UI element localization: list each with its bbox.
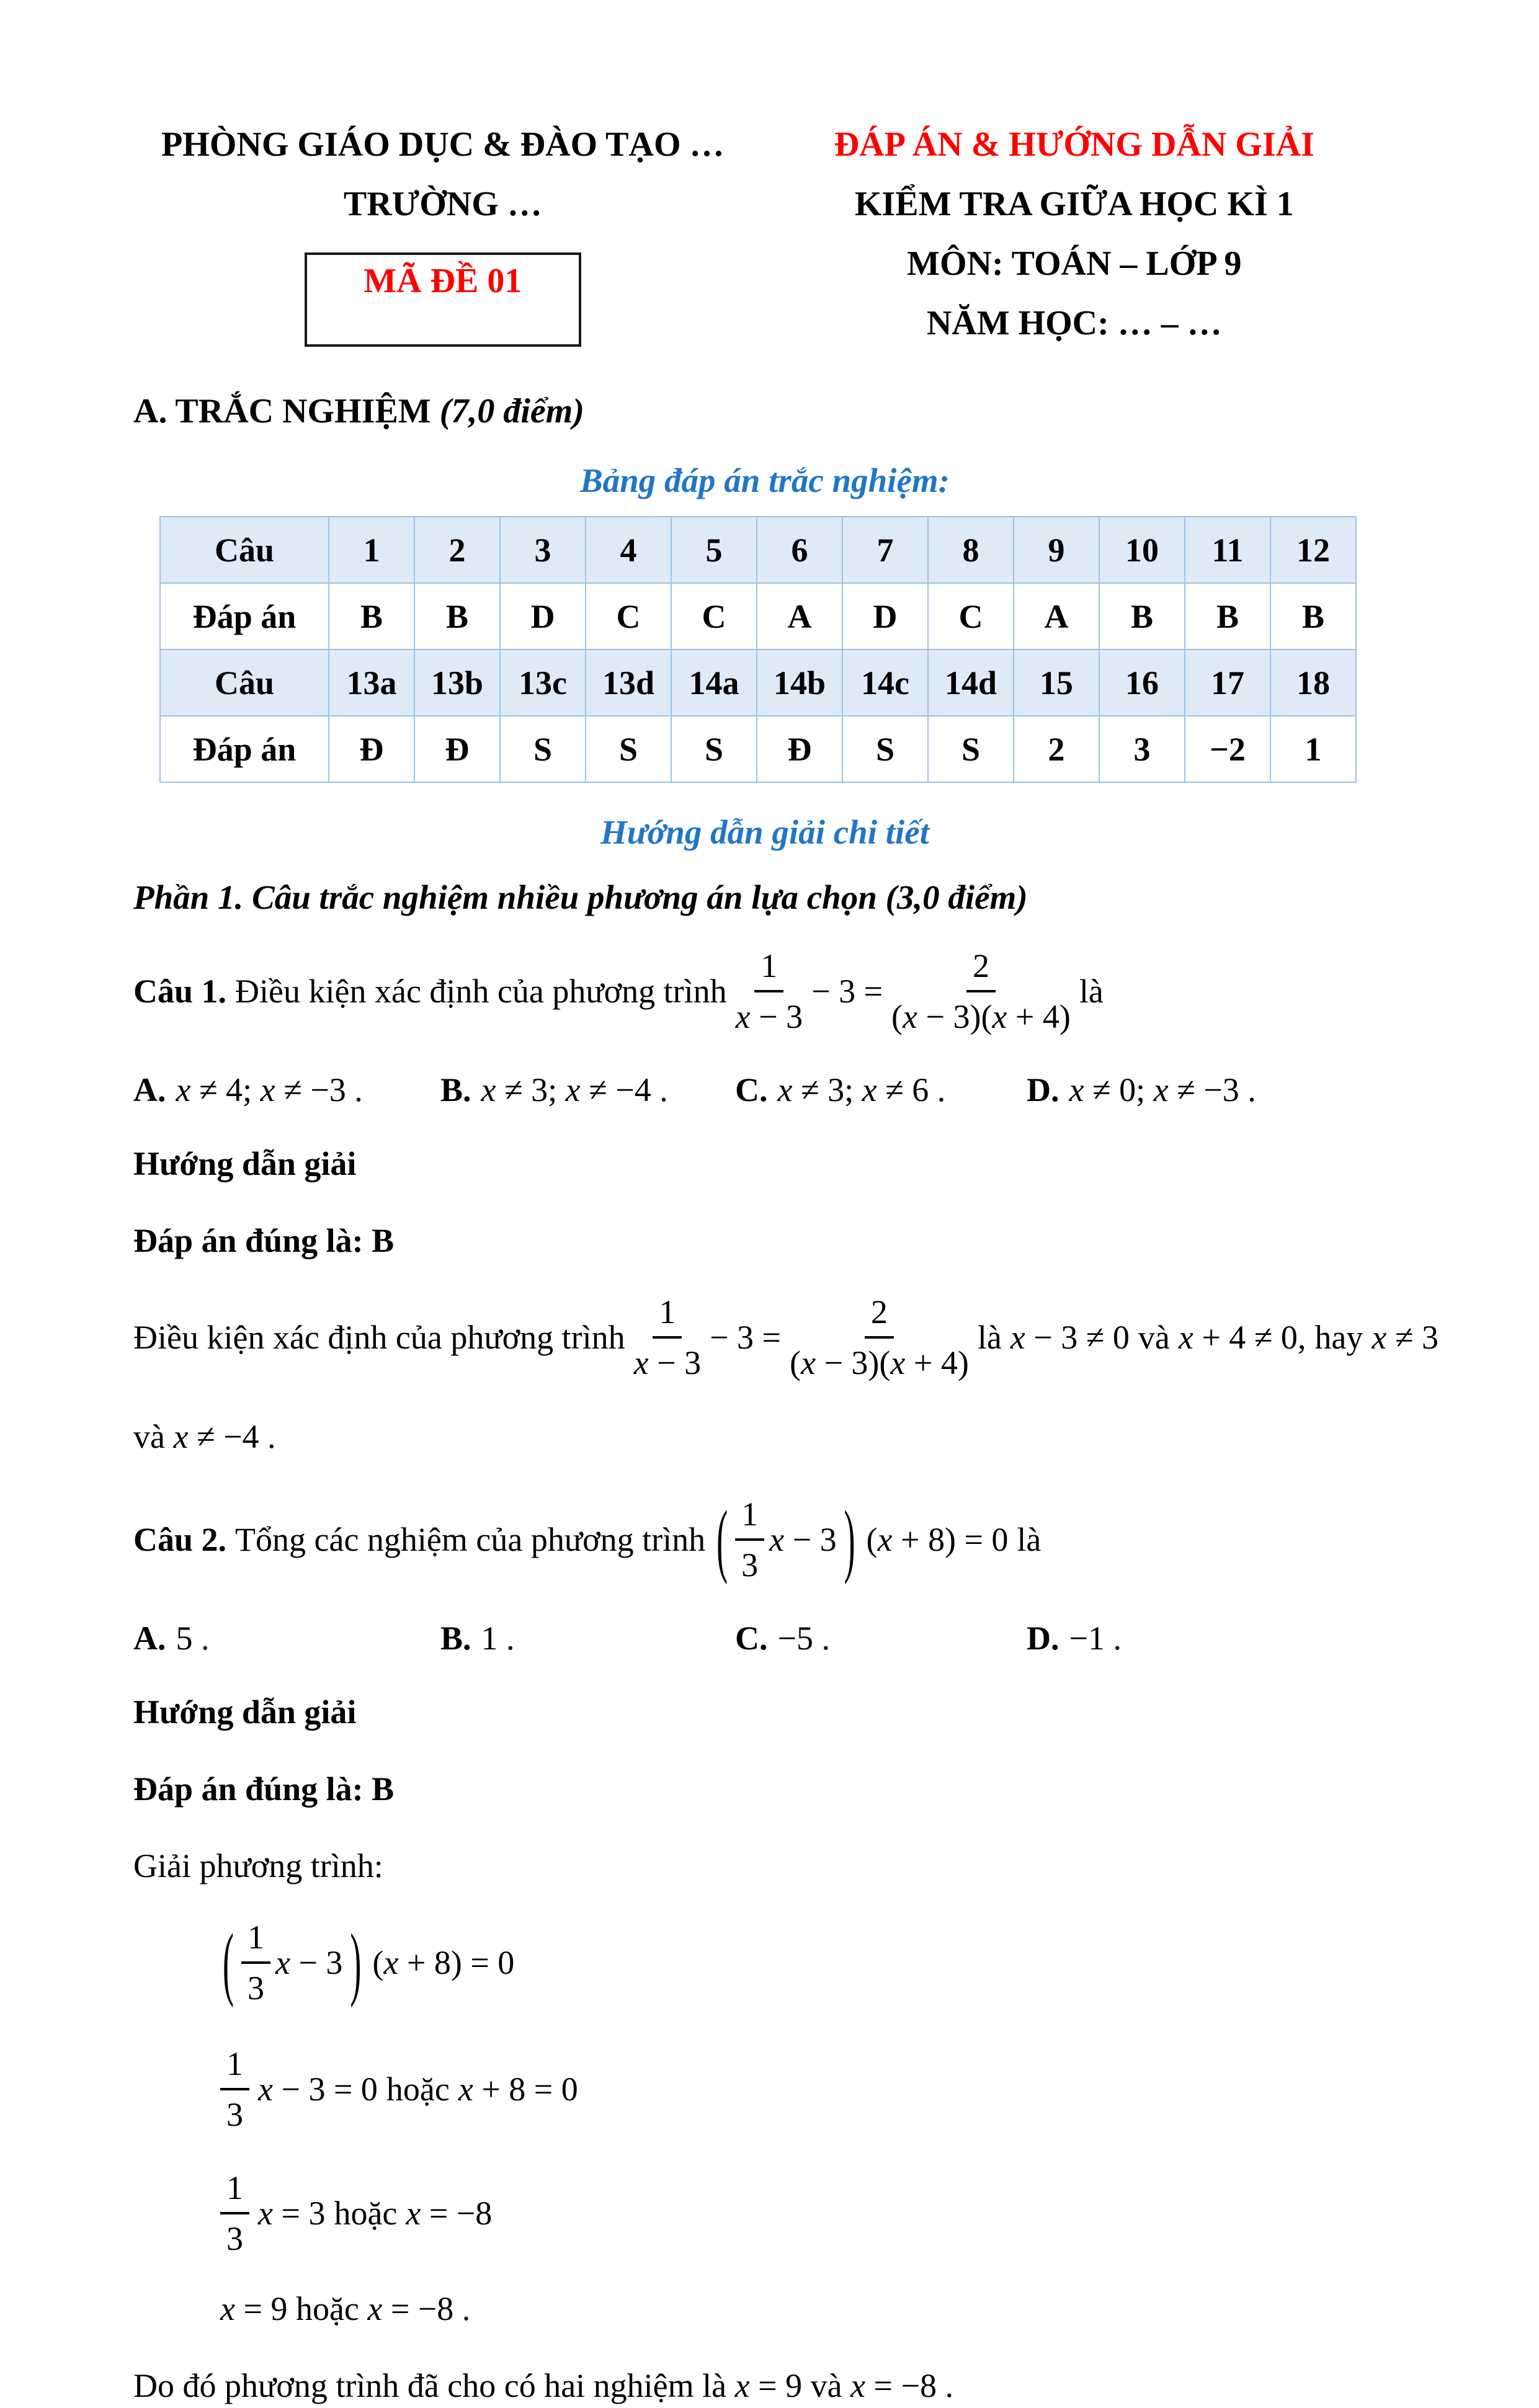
fraction-denominator: 3 [247, 1969, 264, 2007]
fraction [241, 1918, 270, 2007]
table-cell: 13a [329, 649, 414, 716]
fraction-denominator: x − 3 [735, 998, 803, 1035]
table-cell: 14b [757, 649, 842, 716]
exam-code-box [305, 252, 581, 347]
q2-eq1-factor-rest: x − 3 [275, 1944, 343, 1981]
table-label-cell: Đáp án [160, 716, 329, 782]
option-value: x ≠ 4; x ≠ −3 . [176, 1071, 363, 1108]
table-cell: 6 [757, 517, 842, 583]
q1-tail-text: là [1079, 973, 1104, 1010]
fraction-denominator: (x − 3)(x + 4) [891, 998, 1071, 1035]
q1-options-row [133, 1071, 1396, 1109]
q2-option-a [133, 1619, 440, 1657]
fraction-denominator: (x − 3)(x + 4) [790, 1344, 969, 1381]
q1-math-middle: − 3 = [811, 973, 883, 1010]
q2-second-factor: (x + 8) = 0 [866, 1521, 1009, 1558]
option-letter: A. [133, 1071, 166, 1108]
fraction-numerator: 2 [865, 1293, 894, 1339]
q1-solution-line2 [133, 1414, 1396, 1459]
table-cell: 13c [500, 649, 586, 716]
left-parenthesis: ( [223, 1917, 234, 2009]
option-value: x ≠ 3; x ≠ −4 . [481, 1071, 668, 1108]
table-cell: 3 [1099, 716, 1185, 782]
table-cell: 13b [414, 649, 500, 716]
fraction [735, 1495, 764, 1584]
subject-line: MÔN: TOÁN – LỚP 9 [907, 244, 1242, 283]
fraction-denominator: x − 3 [633, 1344, 702, 1381]
table-cell: 1 [1270, 716, 1356, 782]
fraction [220, 2045, 249, 2134]
table-cell: 12 [1270, 517, 1356, 583]
table-cell: B [1270, 583, 1356, 649]
option-letter: D. [1027, 1620, 1059, 1657]
q2-option-d [1027, 1619, 1396, 1657]
table-cell: 8 [928, 517, 1014, 583]
table-cell: S [842, 716, 928, 782]
school-year-line: NĂM HỌC: … – … [926, 304, 1222, 342]
q1-solution-math: x − 3 ≠ 0 [1010, 1319, 1130, 1356]
table-cell: 9 [1014, 517, 1099, 583]
q1-solution-math: x ≠ −4 . [173, 1418, 276, 1455]
fraction-numerator: 1 [735, 1495, 764, 1541]
table-label-cell: Câu [160, 517, 329, 583]
q1-solution-line [133, 1293, 1439, 1382]
q2-equation-2 [220, 2045, 1396, 2134]
left-parenthesis: ( [716, 1494, 728, 1585]
table-cell: 10 [1099, 517, 1185, 583]
table-cell: A [1014, 583, 1099, 649]
conclusion-math: x = 9 [734, 2367, 803, 2404]
answer-guide-title: ĐÁP ÁN & HƯỚNG DẪN GIẢI [834, 125, 1314, 164]
option-letter: B. [440, 1620, 471, 1657]
table-cell: S [928, 716, 1014, 782]
table-row-questions-1 [160, 517, 1356, 583]
q2-equation-4 [220, 2286, 1396, 2331]
q1-solution-word: hay [1314, 1319, 1363, 1356]
table-row-questions-2 [160, 649, 1356, 716]
q1-label: Câu 1. [133, 973, 227, 1010]
equation-math: x − 3 = 0 [258, 2071, 378, 2108]
option-letter: B. [440, 1071, 471, 1108]
q2-guide-heading: Hướng dẫn giải [133, 1693, 357, 1731]
table-cell: 4 [586, 517, 671, 583]
q2-eq1-first-factor [220, 1918, 364, 2007]
table-cell: S [586, 716, 671, 782]
q1-question-line [133, 947, 1396, 1036]
school-line: TRƯỜNG … [343, 185, 542, 223]
fraction-numerator: 1 [754, 947, 783, 992]
q2-label: Câu 2. [133, 1521, 227, 1558]
table-cell: Đ [414, 716, 500, 782]
table-cell: D [500, 583, 586, 649]
exam-code: MÃ ĐỀ 01 [364, 262, 522, 300]
table-cell: 1 [329, 517, 414, 583]
equation-math: x + 8 = 0 [458, 2071, 578, 2108]
table-cell: B [414, 583, 500, 649]
q1-option-a [133, 1071, 440, 1109]
header-left-block [133, 115, 752, 353]
table-label-cell: Đáp án [160, 583, 329, 649]
equation-word: hoặc [386, 2071, 450, 2108]
conclusion-text: Do đó phương trình đã cho có hai nghiệm là [133, 2367, 727, 2404]
section-a-points: (7,0 điểm) [439, 392, 584, 430]
fraction-denominator: 3 [226, 2096, 243, 2133]
q1-option-c [735, 1071, 1027, 1109]
fraction [790, 1293, 969, 1382]
q1-guide-heading: Hướng dẫn giải [133, 1145, 357, 1182]
q1-solution-word: là [977, 1319, 1002, 1356]
equation-math: x = 9 [220, 2290, 288, 2327]
equation-math: x = −8 . [367, 2290, 471, 2327]
section-a-title-text: A. TRẮC NGHIỆM [133, 392, 440, 430]
table-cell: 2 [1014, 716, 1099, 782]
table-cell: 18 [1270, 649, 1356, 716]
header-right-block [752, 115, 1396, 353]
detail-guide-caption: Hướng dẫn giải chi tiết [600, 813, 930, 851]
q1-correct-answer: Đáp án đúng là: B [133, 1222, 395, 1259]
table-cell: 16 [1099, 649, 1185, 716]
answer-table-caption: Bảng đáp án trắc nghiệm: [580, 462, 950, 499]
option-value: −5 . [777, 1620, 830, 1657]
answer-table [159, 516, 1357, 783]
table-cell: 2 [414, 517, 500, 583]
section-a-title [133, 391, 1396, 431]
q2-eq1-second-factor: (x + 8) = 0 [372, 1944, 515, 1981]
table-cell: D [842, 583, 928, 649]
q2-question-line [133, 1495, 1396, 1584]
option-letter: C. [735, 1620, 768, 1657]
department-line: PHÒNG GIÁO DỤC & ĐÀO TẠO … [161, 125, 725, 164]
table-cell: 3 [500, 517, 586, 583]
q2-options-row [133, 1619, 1396, 1657]
fraction-numerator: 1 [653, 1293, 682, 1339]
option-letter: C. [735, 1071, 768, 1108]
q2-factor-rest: x − 3 [769, 1521, 837, 1558]
fraction [220, 2169, 249, 2258]
equation-word: hoặc [295, 2290, 359, 2327]
q2-solve-intro: Giải phương trình: [133, 1847, 383, 1884]
fraction [891, 947, 1071, 1036]
table-cell: 7 [842, 517, 928, 583]
conclusion-math: x = −8 . [850, 2367, 953, 2404]
table-cell: 17 [1185, 649, 1270, 716]
table-cell: 14d [928, 649, 1014, 716]
right-parenthesis: ) [350, 1917, 362, 2009]
q1-solution-word: và [133, 1418, 165, 1455]
fraction-numerator: 1 [220, 2169, 249, 2214]
document-header [133, 115, 1396, 353]
option-value: −1 . [1069, 1620, 1122, 1657]
table-cell: 13d [586, 649, 671, 716]
table-cell: 11 [1185, 517, 1270, 583]
q1-option-b [440, 1071, 735, 1109]
table-row-answers-1 [160, 583, 1356, 649]
q2-conclusion [133, 2363, 1396, 2408]
q1-solution-intro: Điều kiện xác định của phương trình [133, 1319, 625, 1356]
option-letter: A. [133, 1620, 166, 1657]
table-cell: B [1099, 583, 1185, 649]
q1-solution-math: x ≠ 3 [1372, 1319, 1439, 1356]
fraction-denominator: 3 [741, 1546, 759, 1584]
fraction-denominator: 3 [226, 2220, 243, 2257]
q2-first-factor [714, 1495, 857, 1584]
part1-heading: Phần 1. Câu trắc nghiệm nhiều phương án lựa chọn (3,0 điểm) [133, 878, 1028, 916]
table-cell: B [1185, 583, 1270, 649]
equation-math: x = 3 [258, 2195, 326, 2232]
table-cell: B [329, 583, 414, 649]
table-cell: S [671, 716, 757, 782]
table-cell: 14c [842, 649, 928, 716]
q2-equation-3 [220, 2169, 1396, 2258]
table-cell: C [671, 583, 757, 649]
q2-option-c [735, 1619, 1027, 1657]
fraction-numerator: 1 [241, 1918, 270, 1964]
option-value: x ≠ 0; x ≠ −3 . [1069, 1071, 1256, 1108]
right-parenthesis: ) [844, 1494, 855, 1585]
fraction-numerator: 1 [220, 2045, 249, 2090]
equation-math: x = −8 [406, 2195, 493, 2232]
equation-word: hoặc [334, 2195, 398, 2232]
q1-solution-math: x + 4 ≠ 0, [1178, 1319, 1306, 1356]
conclusion-word: và [810, 2367, 842, 2404]
q1-intro-text: Điều kiện xác định của phương trình [235, 973, 727, 1010]
table-cell: 15 [1014, 649, 1099, 716]
option-letter: D. [1027, 1071, 1059, 1108]
fraction [736, 947, 803, 1036]
q2-option-b [440, 1619, 735, 1657]
q1-solution-word: và [1138, 1319, 1170, 1356]
q2-tail-text: là [1017, 1521, 1042, 1558]
q2-intro-text: Tổng các nghiệm của phương trình [235, 1521, 706, 1558]
table-cell: C [928, 583, 1014, 649]
table-cell: S [500, 716, 586, 782]
option-value: 1 . [481, 1620, 515, 1657]
table-cell: Đ [757, 716, 842, 782]
q1-option-d [1027, 1071, 1396, 1109]
option-value: x ≠ 3; x ≠ 6 . [777, 1071, 946, 1108]
table-cell: 5 [671, 517, 757, 583]
table-row-answers-2 [160, 716, 1356, 782]
table-cell: 14a [671, 649, 757, 716]
fraction-numerator: 2 [966, 947, 996, 992]
exam-title: KIỂM TRA GIỮA HỌC KÌ 1 [854, 185, 1294, 223]
table-cell: A [757, 583, 842, 649]
q2-correct-answer: Đáp án đúng là: B [133, 1770, 395, 1808]
option-value: 5 . [176, 1620, 210, 1657]
table-label-cell: Câu [160, 649, 329, 716]
table-cell: C [586, 583, 671, 649]
fraction [634, 1293, 701, 1382]
table-cell: Đ [329, 716, 414, 782]
q2-equation-1 [220, 1918, 1396, 2007]
q1-math-middle: − 3 = [710, 1319, 781, 1356]
table-cell: −2 [1185, 716, 1270, 782]
